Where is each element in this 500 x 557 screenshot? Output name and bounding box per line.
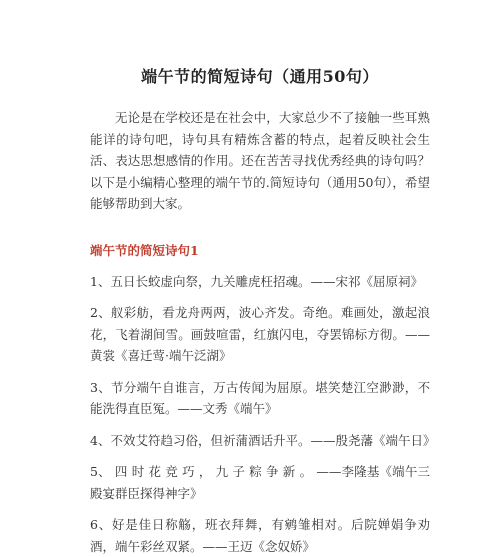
intro-paragraph: 无论是在学校还是在社会中，大家总少不了接触一些耳熟能详的诗句吧，诗句具有精炼含蓄的特点，起着反映社会生活、表达思想感情的作用。还在苦苦寻找优秀经典的诗句吗？以下是小编精心整理的端午节的.简短诗句（通用50句），希望能够帮助到大家。 [90, 110, 430, 211]
poem-item-6: 6、好是佳日称觞，班衣拜舞，有鹓雏相对。后院婵娟争劝酒，端午彩丝双紧。——王迈《念奴娇》 [90, 517, 430, 554]
poem-item-2: 2、舣彩舫，看龙舟两两，波心齐发。奇绝。难画处，激起浪花，飞着湖间雪。画鼓喧雷，红旗闪电，夺罢锦标方彻。——黄裳《喜迁莺·端午泛湖》 [90, 305, 430, 363]
poem-item-3: 3、节分端午自谁言，万古传闻为屈原。堪笑楚江空渺渺，不能洗得直臣冤。——文秀《端午》 [90, 379, 430, 416]
poem-item-4: 4、不效艾符趋习俗，但祈蒲酒话升平。——殷尧藩《端午日》 [90, 432, 436, 448]
poem-item-5: 5、 四 时 花 竞 巧 ， 九 子 粽 争 新 。 ——李隆基《端午三殿宴群臣探得神字》 [90, 464, 430, 501]
section-heading: 端午节的简短诗句1 [90, 242, 199, 258]
poem-item-1: 1、五日长蛟虚向祭，九关雕虎枉招魂。——宋祁《屈原祠》 [90, 273, 423, 289]
document-title: 端午节的简短诗句（通用50句） [141, 67, 379, 86]
